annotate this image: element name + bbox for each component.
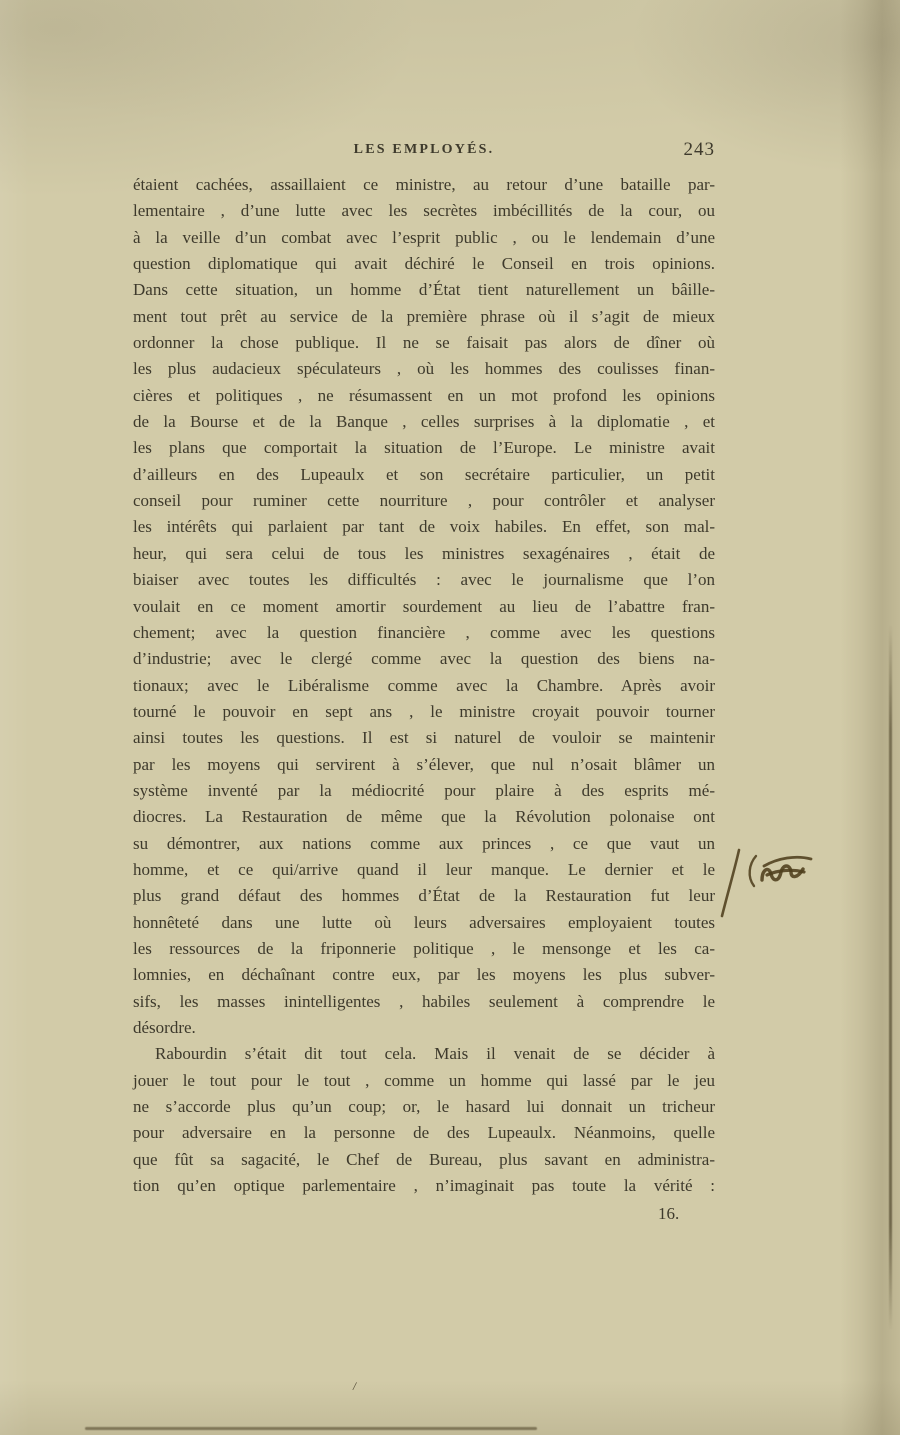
text-line: par les moyens qui servirent à s’élever, que nul n’osait blâmer un [133,754,715,774]
text-line: question diplomatique qui avait déchiré le Conseil en trois opinions. [133,254,715,274]
page-header [133,139,715,163]
page-number: 243 [683,139,715,160]
text-line: tionaux; avec le Libéralisme comme avec la Chambre. Après avoir [133,675,715,695]
text-line: pour adversaire en la personne de des Lupeaulx. Néanmoins, quelle [133,1123,715,1143]
text-line: diocres. La Restauration de même que la Révolution polonaise ont [133,807,715,827]
text-line: jouer le tout pour le tout , comme un homme qui lassé par le jeu [133,1070,715,1090]
signature-mark: 16. [658,1204,680,1223]
running-title: LES EMPLOYÉS. [353,142,495,157]
text-line: système inventé par la médiocrité pour plaire à des esprits mé- [133,780,715,800]
text-line: étaient cachées, assaillaient ce ministre, au retour d’une bataille par- [133,175,715,194]
text-line: ainsi toutes les questions. Il est si naturel de vouloir se maintenir [133,728,715,748]
text-line: sifs, les masses inintelligentes , habiles seulement à comprendre le [133,991,715,1011]
text-line: Dans cette situation, un homme d’État tient naturellement un bâille- [133,280,715,300]
text-line: les ressources de la friponnerie politique , le mensonge et les ca- [133,938,715,958]
text-line: conseil pour ruminer cette nourriture , pour contrôler et analyser [133,491,715,511]
text-line: les plans que comportait la situation de l’Europe. Le ministre avait [133,438,715,458]
text-line: voulait en ce moment amortir sourdement au lieu de l’abattre fran- [133,596,715,616]
text-line: les intérêts qui parlaient par tant de voix habiles. En effet, son mal- [133,517,715,537]
text-line: tourné le pouvoir en sept ans , le ministre croyait pouvoir tourner [133,701,715,721]
stray-pen-mark: / [352,1378,358,1394]
text-line: désordre. [133,1018,196,1037]
text-line: chement; avec la question financière , comme avec les questions [133,622,715,642]
text-line: tion qu’en optique parlementaire , n’imaginait pas toute la vérité : [133,1176,715,1196]
text-line: plus grand défaut des hommes d’État de la Restauration fut leur [133,886,715,906]
text-line: d’industrie; avec le clergé comme avec la question des biens na- [133,649,715,669]
text-line: que fût sa sagacité, le Chef de Bureau, plus savant en administra- [133,1149,715,1169]
text-line: honnêteté dans une lutte où leurs adversaires employaient toutes [133,912,715,932]
text-line: heur, qui sera celui de tous les ministres sexagénaires , était de [133,543,715,563]
page-bottom-edge [85,1427,537,1430]
text-line: de la Bourse et de la Banque , celles surprises à la diplomatie , et [133,412,715,432]
body-text [133,172,715,1199]
text-line: homme, et ce qui/arrive quand il leur manque. Le dernier et le [133,859,715,879]
text-line: à la veille d’un combat avec l’esprit public , ou le lendemain d’une [133,227,715,247]
text-line: ordonner la chose publique. Il ne se faisait pas alors de dîner où [133,333,715,353]
text-line: su démontrer, aux nations comme aux princes , ce que vaut un [133,833,715,853]
text-line: d’ailleurs en des Lupeaulx et son secrétaire particulier, un petit [133,464,715,484]
text-line: Rabourdin s’était dit tout cela. Mais il venait de se décider à [155,1044,715,1064]
handwritten-margin-annotation [712,842,822,928]
text-line: ne s’accorde plus qu’un coup; or, le hasard lui donnait un tricheur [133,1097,715,1117]
text-line: lementaire , d’une lutte avec les secrètes imbécillités de la cour, ou [133,201,715,221]
text-line: cières et politiques , ne résumassent en un mot profond les opinions [133,385,715,405]
text-line: ment tout prêt au service de la première phrase où il s’agit de mieux [133,306,715,326]
text-line: lomnies, en déchaînant contre eux, par les moyens les plus subver- [133,965,715,985]
page-edge-crease [889,625,892,1330]
text-line: les plus audacieux spéculateurs , où les hommes des coulisses finan- [133,359,715,379]
text-line: biaiser avec toutes les difficultés : avec le journalisme que l’on [133,570,715,590]
